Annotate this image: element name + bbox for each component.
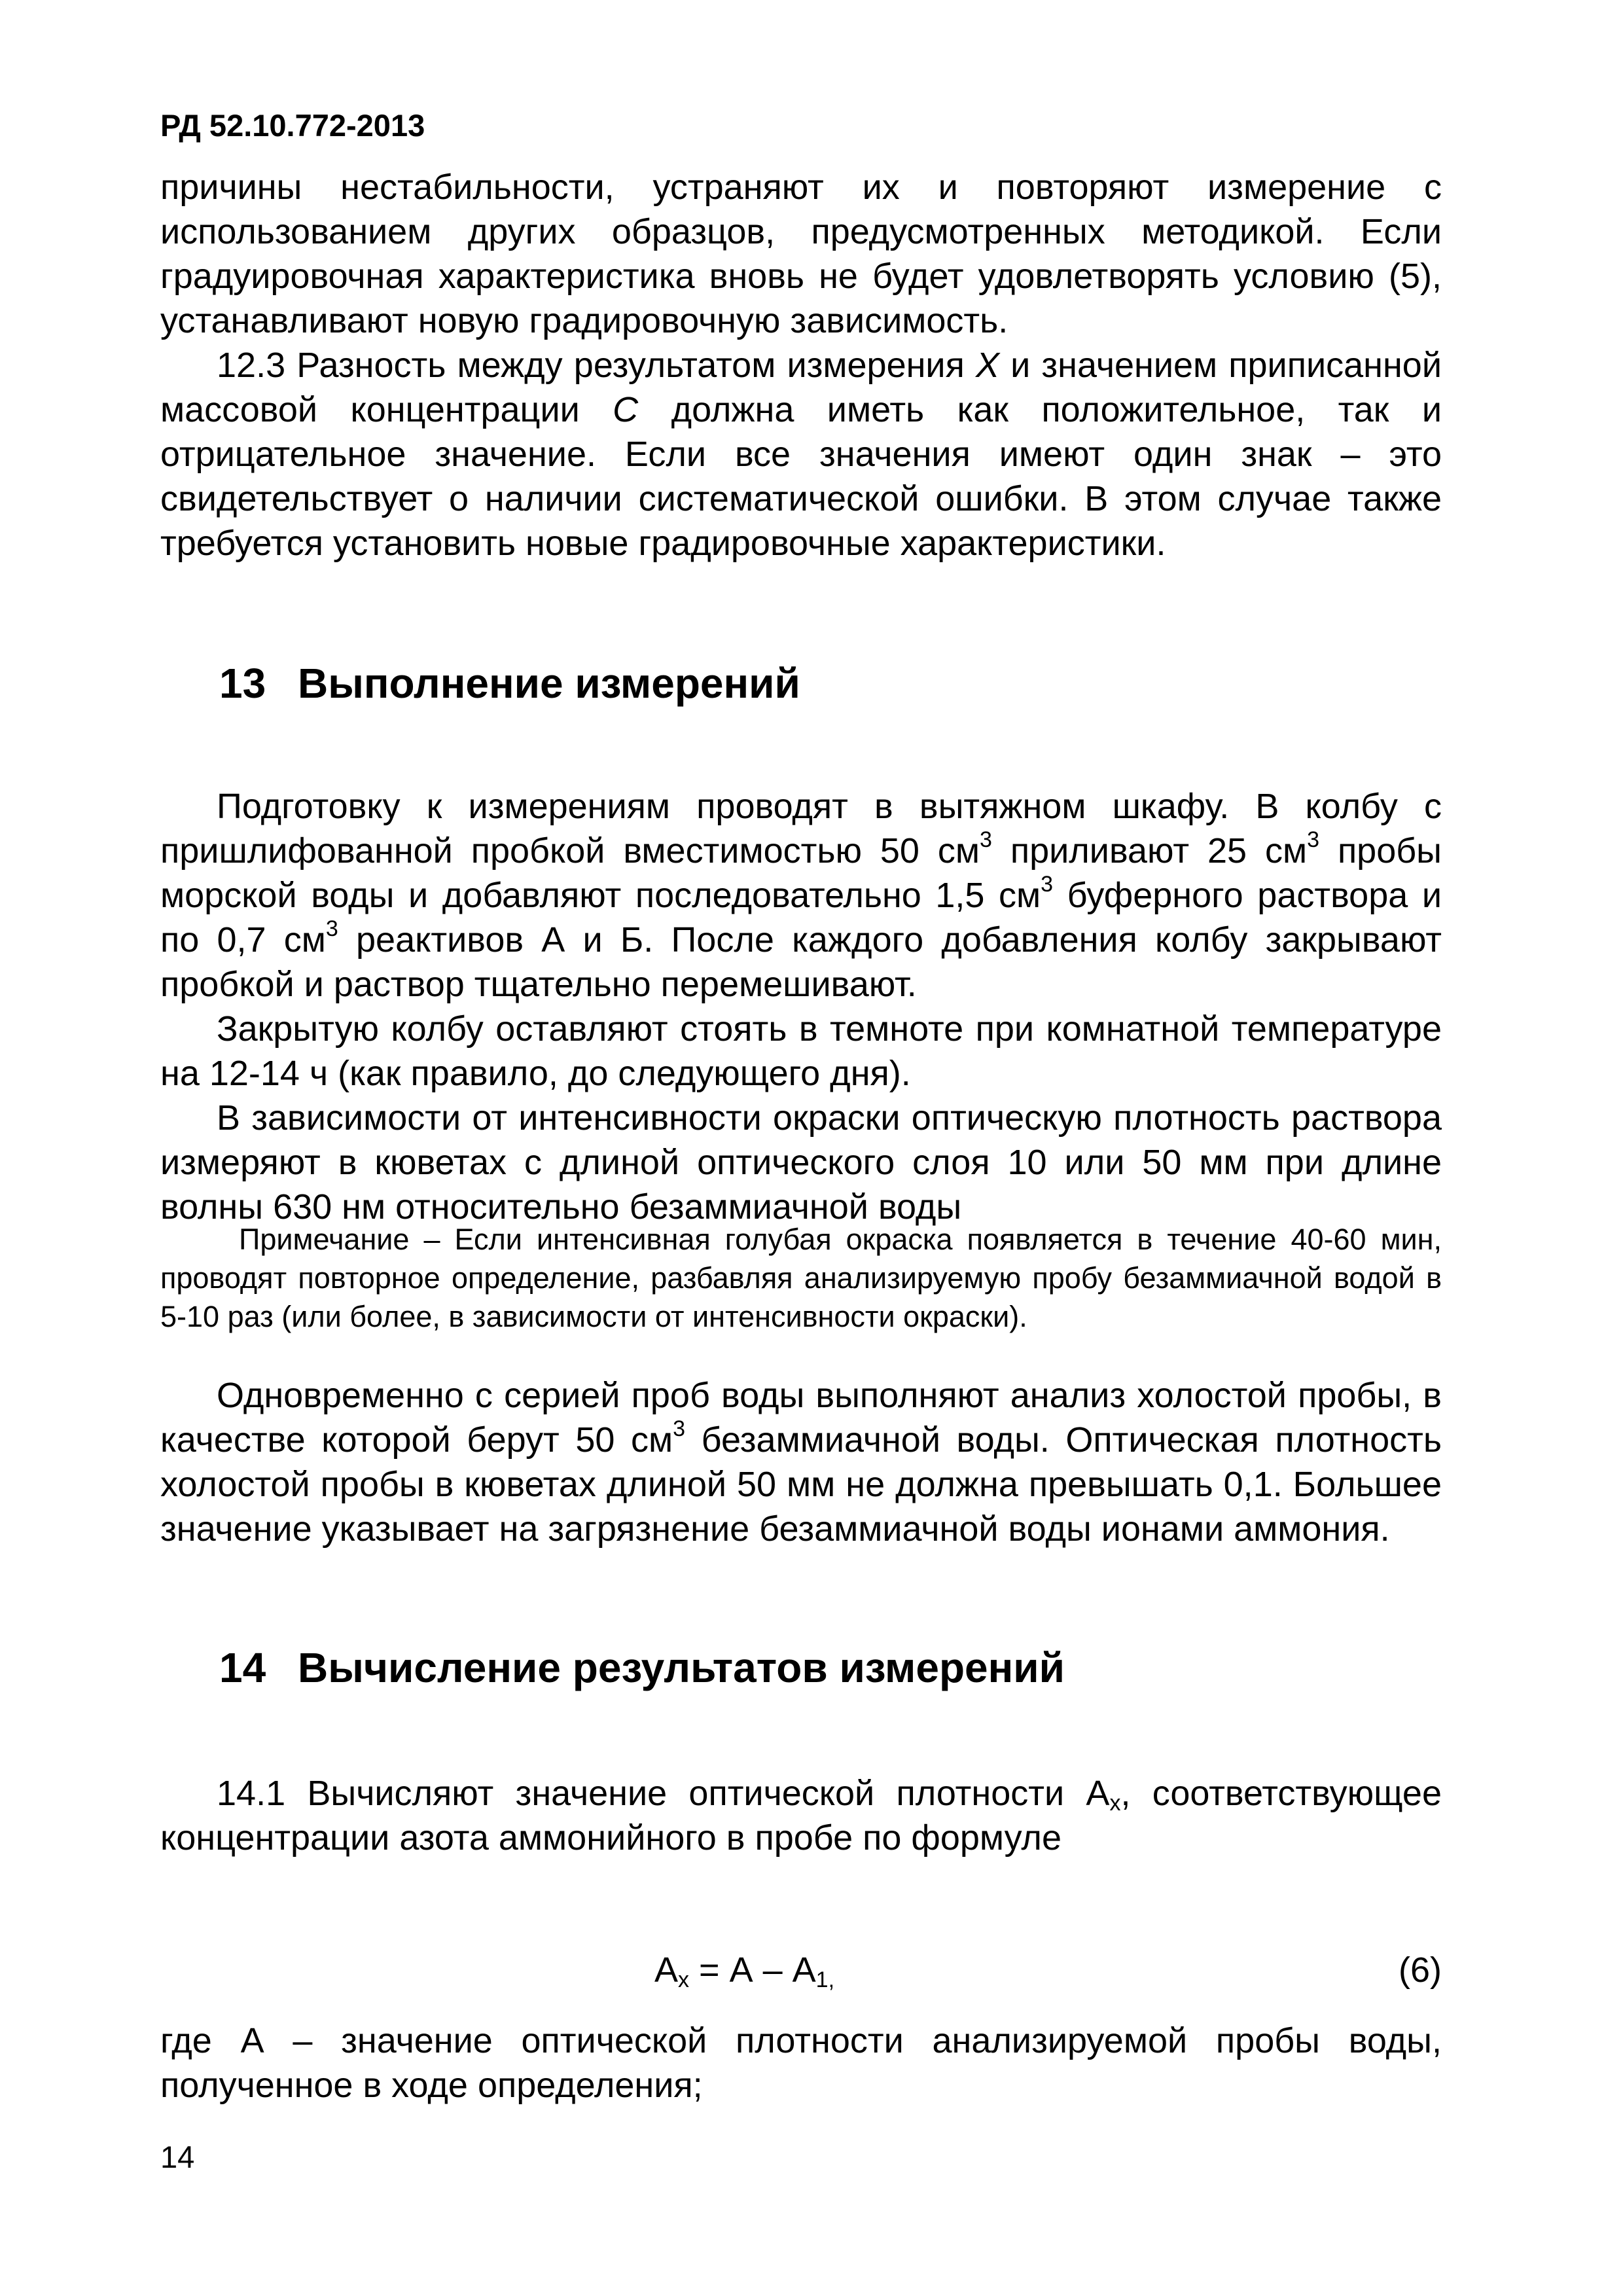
section-13-body-cont (160, 1373, 1442, 1551)
section-title: Вычисление результатов измерений (298, 1644, 1065, 1691)
paragraph-12-3: 12.3 Разность между результатом измерения X и значением приписанной массовой концентрации С должна иметь как положительное, так и отрицательное значение. Если все значения имеют один знак – это свидетельствует о наличии систематической ошибки. В этом случае также требуется установить новые градировочные характеристики. (160, 346, 1442, 563)
paragraph-continuation: причины нестабильности, устраняют их и повторяют измерение с использованием других образцов, предусмотренных методикой. Если градуировочная характеристика вновь не будет удовлетворять условию (5), устанавливают новую градировочную зависимость. (160, 168, 1442, 340)
note-text: Примечание – Если интенсивная голубая окраска появляется в течение 40-60 мин, проводят повторное определение, разбавляя анализируемую пробу безаммиачной водой в 5-10 раз (или более, в зависимости от интенсивности окраски). (160, 1223, 1442, 1333)
section-13-body (160, 784, 1442, 1229)
section-number: 14 (219, 1644, 266, 1691)
paragraph-optical-density: В зависимости от интенсивности окраски оптическую плотность раствора измеряют в кюветах с длиной оптического слоя 10 или 50 мм при длине волны 630 нм относительно безаммиачной воды (160, 1098, 1442, 1227)
page-number: 14 (160, 2140, 195, 2174)
equation-number: (6) (1399, 1950, 1442, 1990)
paragraph-where: где А – значение оптической плотности анализируемой пробы воды, полученное в ходе определения; (160, 2021, 1442, 2105)
paragraph-preparation: Подготовку к измерениям проводят в вытяжном шкафу. В колбу с пришлифованной пробкой вместимостью 50 $см^3$ приливают 25 $см^3$ пробы морской воды и добавляют последовательно 1,5 $см^3$ буферного раствора и по 0,7 $см^3$ реактивов А и Б. После каждого добавления колбу закрывают пробкой и раствор тщательно перемешивают. (160, 787, 1442, 1004)
paragraph-darkness: Закрытую колбу оставляют стоять в темноте при комнатной температуре на 12-14 ч (как правило, до следующего дня). (160, 1009, 1442, 1093)
note-block (160, 1220, 1442, 1336)
section-13-heading (219, 657, 800, 709)
section-14-heading (219, 1641, 1065, 1694)
section-14-body-cont (160, 2018, 1442, 2108)
paragraph-blank-sample: Одновременно с серией проб воды выполняют анализ холостой пробы, в качестве которой берут 50 $см^3$ безаммиачной воды. Оптическая плотность холостой пробы в кюветах длиной 50 мм не должна превышать 0,1. Большее значение указывает на загрязнение безаммиачной воды ионами аммония. (160, 1376, 1442, 1549)
document-code-header: РД 52.10.772-2013 (160, 108, 425, 143)
section-14-body (160, 1771, 1442, 1860)
continued-text-block (160, 165, 1442, 565)
section-number: 13 (219, 660, 266, 707)
paragraph-14-1: 14.1 Вычисляют значение оптической плотности $А_x$, соответствующее концентрации азота аммонийного в пробе по формуле (160, 1774, 1442, 1857)
section-title: Выполнение измерений (298, 660, 800, 707)
formula-6: $А_x = А - А_{1,}$ (654, 1950, 835, 1992)
